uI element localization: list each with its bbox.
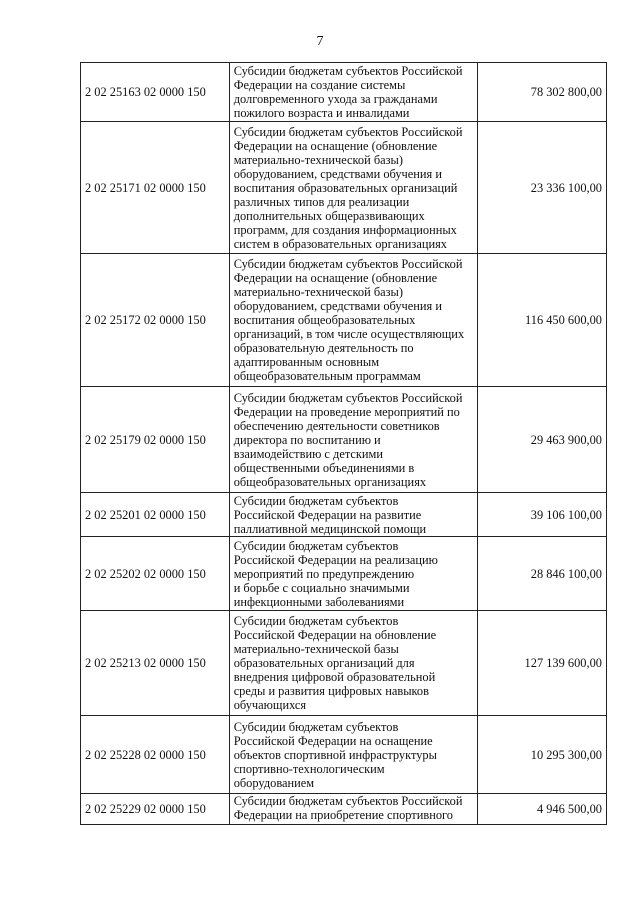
page-number: 7 (316, 34, 324, 49)
description-line: образовательную деятельность по (233, 341, 414, 355)
description-line: обеспечению деятельности советников (233, 418, 440, 433)
budget-code: 2 02 25172 02 0000 150 (81, 254, 230, 387)
description-line: Субсидии бюджетам субъектов (233, 493, 399, 508)
description-line: Российской Федерации на реализацию (233, 552, 438, 567)
budget-code: 2 02 25163 02 0000 150 (81, 63, 230, 122)
description-line: Российской Федерации на оснащение (233, 733, 433, 748)
description-line: Российской Федерации на обновление (233, 628, 437, 642)
description-line: Субсидии бюджетам субъектов (233, 614, 399, 628)
subsidy-description (229, 611, 477, 716)
subsidy-description (229, 794, 477, 825)
subsidy-amount: 127 139 600,00 (477, 611, 607, 716)
subsidy-description (229, 716, 477, 794)
description-line: внедрения цифровой образовательной (233, 670, 436, 684)
description-line: систем в образовательных организациях (233, 236, 447, 251)
budget-code: 2 02 25202 02 0000 150 (81, 537, 230, 611)
description-line: мероприятий по предупреждению (233, 566, 415, 581)
table-row (81, 254, 607, 387)
subsidy-description (229, 63, 477, 122)
description-line: Федерации на приобретение спортивного (233, 808, 454, 822)
description-line: среды и развития цифровых навыков (233, 684, 429, 698)
description-line: общеобразовательным программам (233, 369, 421, 383)
description-line: Субсидии бюджетам субъектов Российской (233, 390, 463, 405)
description-line: и борьбе с социально значимыми (233, 580, 410, 595)
description-line: материально-технической базы) (233, 152, 403, 167)
subsidy-amount: 28 846 100,00 (477, 537, 607, 611)
subsidy-description (229, 122, 477, 254)
description-line: адаптированным основным (233, 355, 380, 369)
description-line: Субсидии бюджетам субъектов Российской (233, 124, 463, 139)
subsidy-amount: 78 302 800,00 (477, 63, 607, 122)
budget-code: 2 02 25179 02 0000 150 (81, 387, 230, 493)
table-row (81, 794, 607, 825)
description-line: пожилого возраста и инвалидами (233, 106, 410, 120)
budget-code: 2 02 25229 02 0000 150 (81, 794, 230, 825)
description-line: дополнительных общеразвивающих (233, 208, 425, 223)
table-row (81, 716, 607, 794)
description-line: оборудованием (233, 775, 315, 790)
description-line: паллиативной медицинской помощи (233, 521, 427, 536)
description-line: инфекционными заболеваниями (233, 594, 405, 609)
budget-code: 2 02 25171 02 0000 150 (81, 122, 230, 254)
description-line: воспитания образовательных организаций (233, 180, 458, 195)
table-row (81, 63, 607, 122)
description-line: Субсидии бюджетам субъектов Российской (233, 257, 463, 271)
description-line: общественными объединениями в (233, 460, 415, 475)
budget-table (80, 62, 607, 825)
table-row (81, 387, 607, 493)
description-line: материально-технической базы (233, 642, 399, 656)
table-row (81, 493, 607, 537)
subsidy-amount: 23 336 100,00 (477, 122, 607, 254)
subsidy-amount: 116 450 600,00 (477, 254, 607, 387)
description-line: Федерации на проведение мероприятий по (233, 404, 460, 419)
budget-code: 2 02 25213 02 0000 150 (81, 611, 230, 716)
description-line: воспитания общеобразовательных (233, 313, 416, 327)
description-line: Федерации на оснащение (обновление (233, 271, 438, 285)
description-line: долговременного ухода за гражданами (233, 92, 438, 106)
description-line: Субсидии бюджетам субъектов Российской (233, 794, 463, 808)
description-line: общеобразовательных организациях (233, 474, 427, 489)
table-row (81, 122, 607, 254)
description-line: директора по воспитанию и (233, 432, 381, 447)
subsidy-description (229, 254, 477, 387)
subsidy-description (229, 537, 477, 611)
subsidy-description (229, 493, 477, 537)
subsidy-amount: 10 295 300,00 (477, 716, 607, 794)
budget-code: 2 02 25228 02 0000 150 (81, 716, 230, 794)
description-line: образовательных организаций для (233, 656, 415, 670)
subsidy-amount: 4 946 500,00 (477, 794, 607, 825)
description-line: программ, для создания информационных (233, 222, 457, 237)
description-line: Федерации на создание системы (233, 78, 406, 92)
description-line: различных типов для реализации (233, 194, 410, 209)
description-line: оборудованием, средствами обучения и (233, 299, 442, 313)
description-line: материально-технической базы) (233, 285, 403, 299)
description-line: Субсидии бюджетам субъектов (233, 719, 399, 734)
subsidy-amount: 29 463 900,00 (477, 387, 607, 493)
description-line: объектов спортивной инфраструктуры (233, 747, 437, 762)
description-line: Субсидии бюджетам субъектов (233, 538, 399, 553)
description-line: взаимодействию с детскими (233, 446, 384, 461)
description-line: обучающихся (233, 698, 307, 712)
description-line: организаций, в том числе осуществляющих (233, 327, 465, 341)
description-line: Субсидии бюджетам субъектов Российской (233, 64, 463, 78)
description-line: Федерации на оснащение (обновление (233, 138, 438, 153)
table-row (81, 537, 607, 611)
table-row (81, 611, 607, 716)
subsidy-amount: 39 106 100,00 (477, 493, 607, 537)
description-line: оборудованием, средствами обучения и (233, 166, 442, 181)
subsidy-description (229, 387, 477, 493)
description-line: спортивно-технологическим (233, 761, 385, 776)
budget-code: 2 02 25201 02 0000 150 (81, 493, 230, 537)
description-line: Российской Федерации на развитие (233, 507, 422, 522)
